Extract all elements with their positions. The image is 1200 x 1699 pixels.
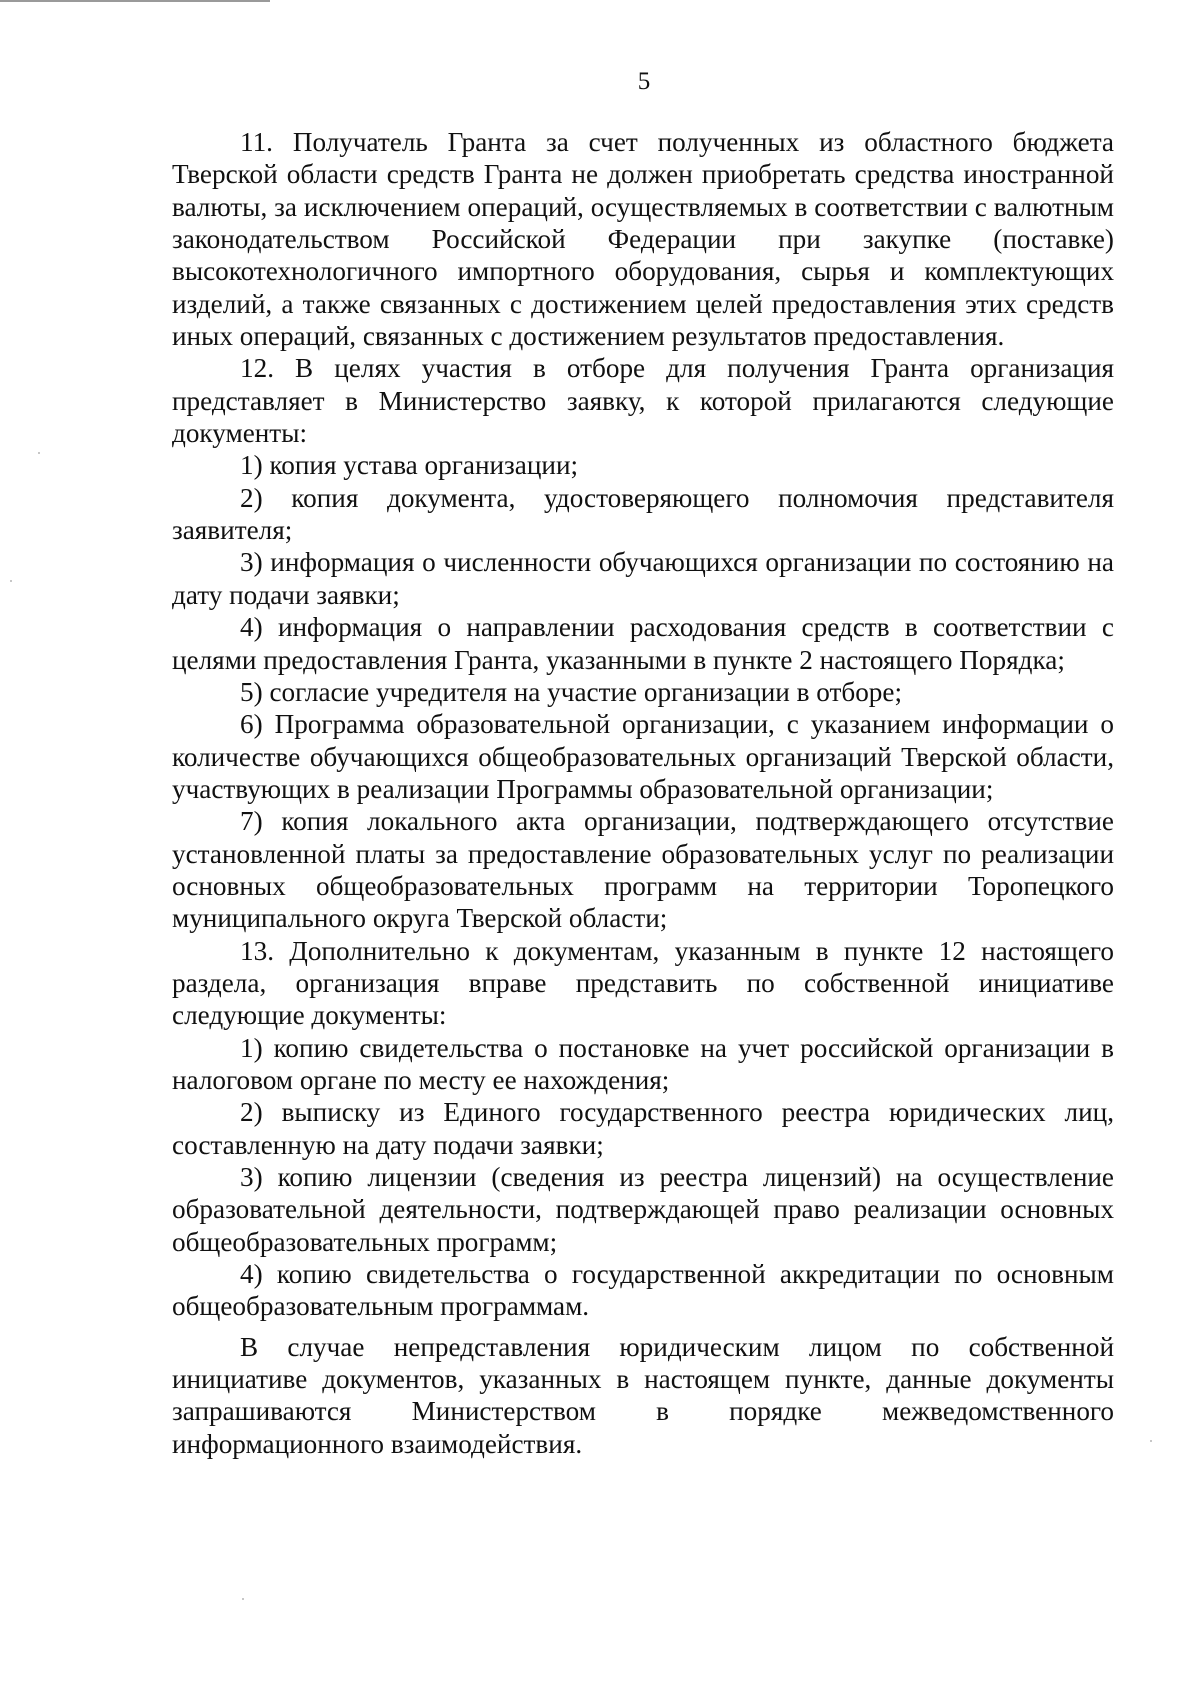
paragraph-item-13: 13. Дополнительно к документам, указанным в пункте 12 настоящего раздела, организация вправе представить по собственной инициативе следующие документы: <box>172 935 1114 1031</box>
list-item-12-6: 6) Программа образовательной организации, с указанием информации о количестве обучающихся общеобразовательных организаций Тверской области, участвующих в реализации Программы образовательной организации; <box>172 709 1114 804</box>
list-item-13-2: 2) выписку из Единого государственного реестра юридических лиц, составленную на дату подачи заявки; <box>172 1097 1114 1160</box>
scan-speck <box>242 1598 244 1600</box>
list-item-12-4: 4) информация о направлении расходования средств в соответствии с целями предоставления Гранта, указанными в пункте 2 настоящего Порядка; <box>172 612 1114 675</box>
scan-speck <box>1150 1440 1152 1442</box>
paragraph-item-11: 11. Получатель Гранта за счет полученных из областного бюджета Тверской области средств Гранта не должен приобретать средства иностранной валюты, за исключением операций, осуществляемых в соответствии с валютным законодательством Российской Федерации при закупке (поставке) высокотехнологичного импортного оборудования, сырья и комплектующих изделий, а также связанных с достижением целей предоставления этих средств иных операций, связанных с достижением результатов предоставления. <box>172 127 1114 352</box>
closing-paragraph: В случае непредставления юридическим лицом по собственной инициативе документов, указанных в настоящем пункте, данные документы запрашиваются Министерством в порядке межведомственного информационного взаимодействия. <box>172 1331 1114 1459</box>
list-item-12-5: 5) согласие учредителя на участие организации в отборе; <box>240 676 903 707</box>
page-number: 5 <box>637 68 651 95</box>
list-item-12-7: 7) копия локального акта организации, подтверждающего отсутствие установленной платы за предоставление образовательных услуг по реализации основных общеобразовательных программ на территории Торопецкого муниципального округа Тверской области; <box>172 806 1114 934</box>
list-item-13-1: 1) копию свидетельства о постановке на учет российской организации в налоговом органе по месту ее нахождения; <box>172 1032 1114 1095</box>
list-item-12-3: 3) информация о численности обучающихся организации по состоянию на дату подачи заявки; <box>172 547 1114 610</box>
list-item-12-1: 1) копия устава организации; <box>240 450 579 481</box>
scan-speck <box>38 452 40 454</box>
list-item-13-3: 3) копию лицензии (сведения из реестра лицензий) на осуществление образовательной деятельности, подтверждающей право реализации основных общеобразовательных программ; <box>172 1162 1114 1257</box>
list-item-13-4: 4) копию свидетельства о государственной аккредитации по основным общеобразовательным программам. <box>172 1259 1114 1322</box>
document-body <box>172 126 1114 1460</box>
scan-edge-line <box>0 0 270 2</box>
scan-speck <box>10 580 12 582</box>
list-item-12-2: 2) копия документа, удостоверяющего полномочия представителя заявителя; <box>172 482 1114 546</box>
paragraph-item-12: 12. В целях участия в отборе для получения Гранта организация представляет в Министерство заявку, к которой прилагаются следующие документы: <box>172 353 1114 449</box>
